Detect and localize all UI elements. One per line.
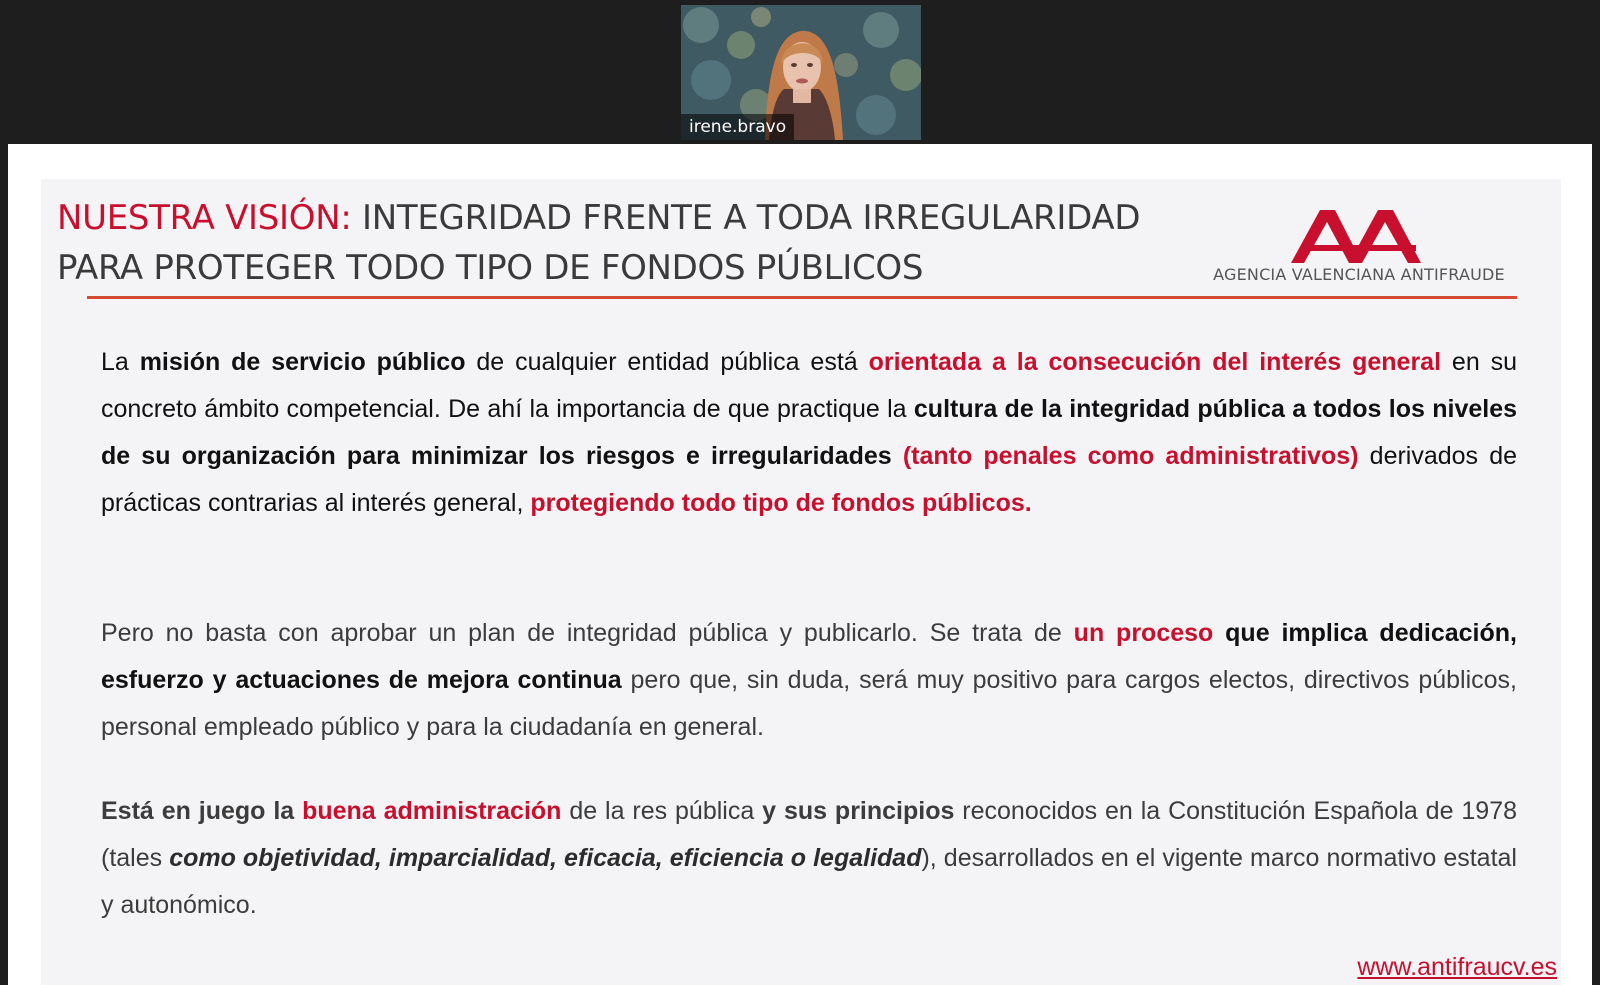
p1-text: La [101,348,140,376]
p1-text: derivados de prácticas contrarias al interés general, [101,442,1517,517]
website-link[interactable]: www.antifraucv.es [1357,953,1557,981]
participant-video-strip [0,0,1600,143]
slide-title-rest: INTEGRIDAD FRENTE A TODA IRREGULARIDAD [362,198,1141,238]
p2-highlight: un proceso [1073,619,1214,647]
p2-bold: que implica dedicación, esfuerzo y actuaciones de mejora continua [101,619,1517,694]
p2-space [1213,619,1225,647]
agency-logo [1189,208,1529,286]
slide-paragraph-2 [101,610,1517,751]
participant-name-tag: irene.bravo [681,114,794,140]
p1-space [892,442,903,470]
p3-bold: y sus principios [762,797,955,825]
p1-bold: misión de servicio público [139,348,466,376]
p3-bold: Está en juego la [101,797,303,825]
slide-title-accent: NUESTRA VISIÓN: [57,198,352,238]
p1-text: de cualquier entidad pública está [465,348,869,376]
p2-text: Pero no basta con aprobar un plan de integridad pública y publicarlo. Se trata de [101,619,1074,647]
p1-text: en su concreto ámbito competencial. De ahí la importancia de que practique la [101,348,1518,423]
agency-logo-mark [1189,208,1529,264]
slide-title-line2: PARA PROTEGER TODO TIPO DE FONDOS PÚBLICOS [57,248,924,288]
p3-text: de la res pública [561,797,763,825]
p3-italic: como objetividad, imparcialidad, eficacia, eficiencia o legalidad [169,844,922,872]
p3-text: reconocidos en la Constitución Española de 1978 (tales [101,797,1518,872]
title-divider [87,296,1517,299]
slide-paragraph-3 [101,788,1517,929]
slide-title [57,193,1157,293]
p1-bold: cultura de la integridad pública a todos los niveles de su organización para minimizar los riesgos e irregularidades [101,395,1517,470]
screen-share-area [8,144,1592,985]
p3-highlight: buena administración [302,797,562,825]
presentation-slide [41,179,1561,985]
p1-highlight: protegiendo todo tipo de fondos públicos. [530,489,1032,517]
p2-text: pero que, sin duda, será muy positivo para cargos electos, directivos públicos, personal empleado público y para la ciudadanía en general. [101,666,1517,741]
agency-logo-text: AGENCIA VALENCIANA ANTIFRAUDE [1213,265,1505,284]
slide-paragraph-1 [101,339,1517,527]
p3-text: ), desarrollados en el vigente marco normativo estatal y autonómico. [101,844,1517,919]
p1-highlight: orientada a la consecución del interés general [868,348,1442,376]
p1-highlight: (tanto penales como administrativos) [902,442,1359,470]
participant-video-tile[interactable] [681,5,921,140]
